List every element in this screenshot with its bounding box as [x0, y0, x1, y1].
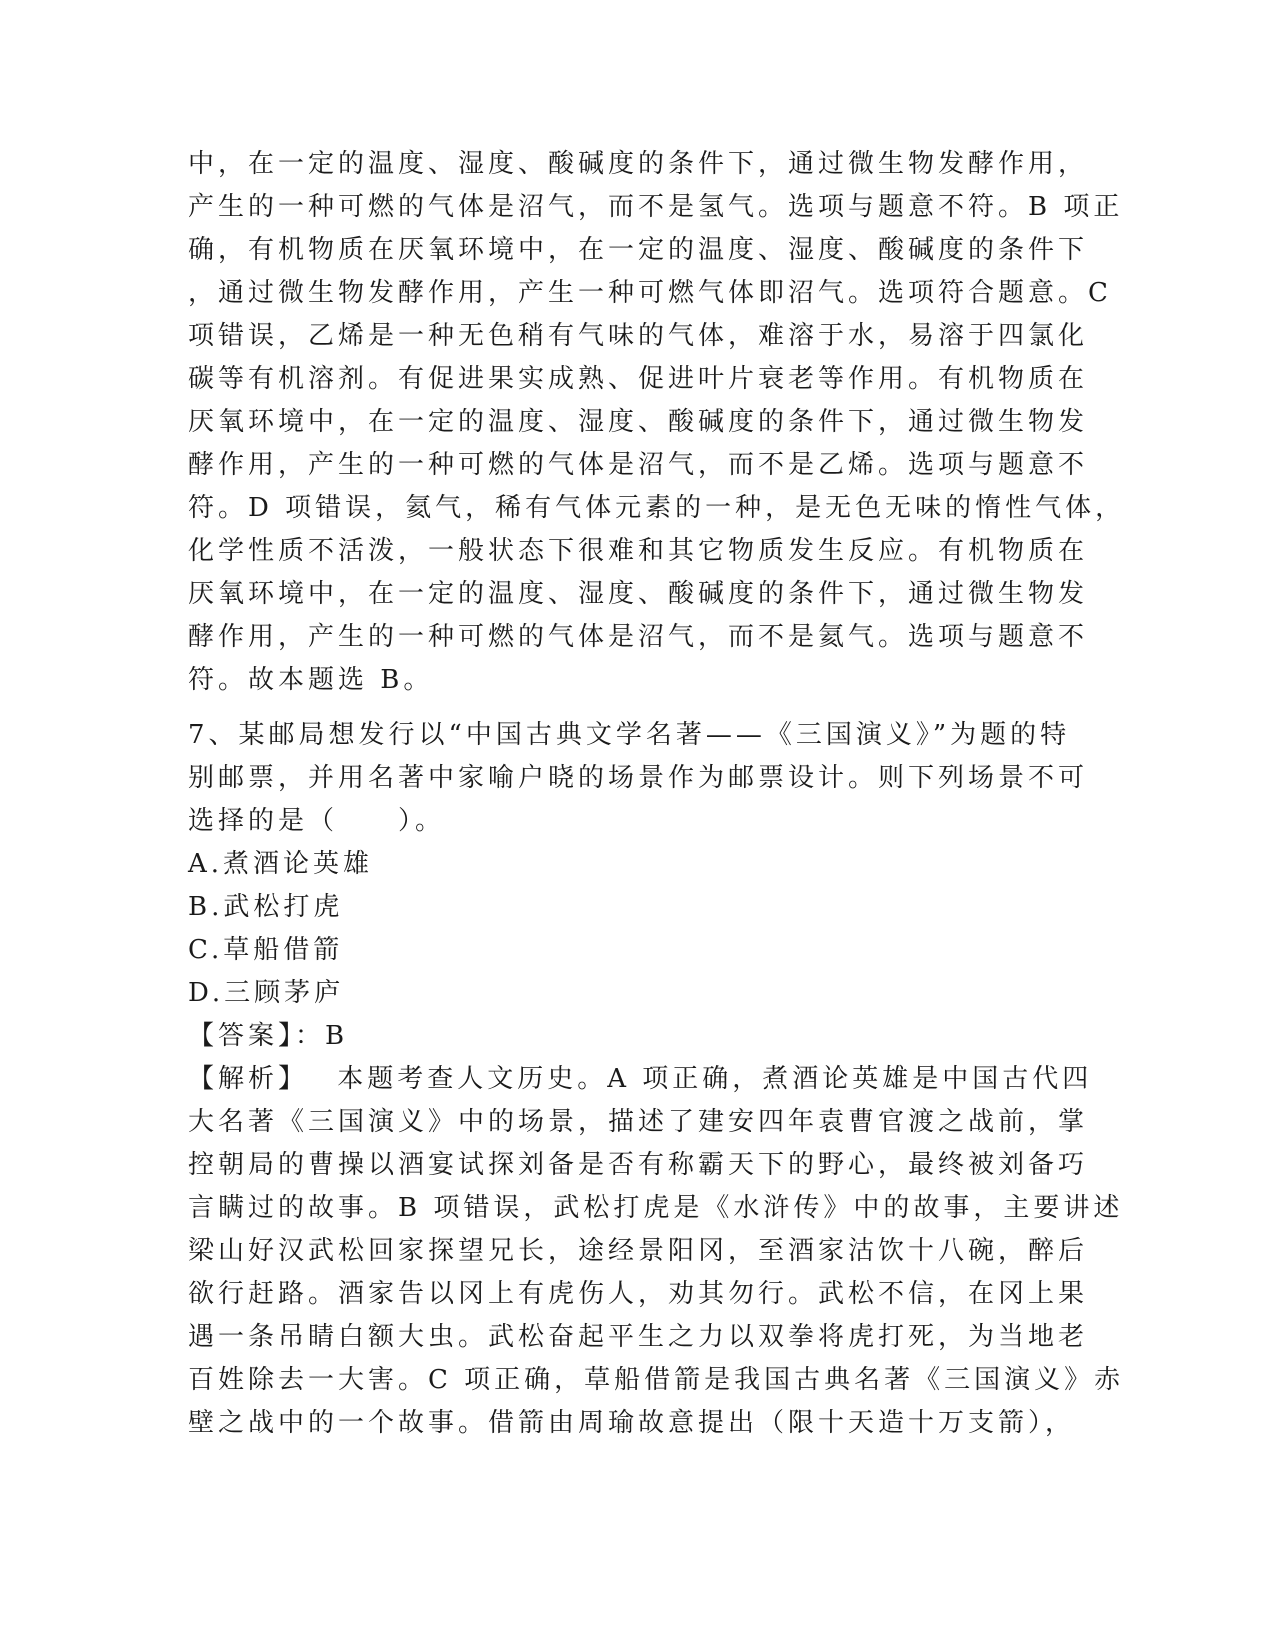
analysis-line: 欲行赶路。酒家告以冈上有虎伤人，劝其勿行。武松不信，在冈上果	[188, 1279, 1089, 1309]
text-line: 产生的一种可燃的气体是沼气，而不是氢气。选项与题意不符。B 项正	[188, 192, 1124, 222]
text-line: 符。D 项错误，氦气，稀有气体元素的一种，是无色无味的惰性气体，	[188, 493, 1126, 523]
text-line: ，通过微生物发酵作用，产生一种可燃气体即沼气。选项符合题意。C	[188, 278, 1112, 308]
text-line: 厌氧环境中，在一定的温度、湿度、酸碱度的条件下，通过微生物发	[188, 407, 1089, 437]
text-line: 中，在一定的温度、湿度、酸碱度的条件下，通过微生物发酵作用，	[188, 149, 1089, 179]
page-content	[188, 143, 1126, 1445]
option-a: A.煮酒论英雄	[188, 849, 374, 879]
text-line: 酵作用，产生的一种可燃的气体是沼气，而不是氦气。选项与题意不	[188, 622, 1089, 652]
text-line: 确，有机物质在厌氧环境中，在一定的温度、湿度、酸碱度的条件下	[188, 235, 1089, 265]
analysis-line: 大名著《三国演义》中的场景，描述了建安四年袁曹官渡之战前，掌	[188, 1107, 1089, 1137]
text-line: 厌氧环境中，在一定的温度、湿度、酸碱度的条件下，通过微生物发	[188, 579, 1089, 609]
text-line: 碳等有机溶剂。有促进果实成熟、促进叶片衰老等作用。有机物质在	[188, 364, 1089, 394]
question-7	[188, 714, 1125, 1445]
analysis-line: 壁之战中的一个故事。借箭由周瑜故意提出（限十天造十万支箭），	[188, 1408, 1076, 1438]
question-stem-line: 别邮票，并用名著中家喻户晓的场景作为邮票设计。则下列场景不可	[188, 763, 1089, 793]
text-line: 化学性质不活泼，一般状态下很难和其它物质发生反应。有机物质在	[188, 536, 1089, 566]
text-line: 项错误，乙烯是一种无色稍有气味的气体，难溶于水，易溶于四氯化	[188, 321, 1089, 351]
text-line: 酵作用，产生的一种可燃的气体是沼气，而不是乙烯。选项与题意不	[188, 450, 1089, 480]
paragraph-gap	[188, 702, 1078, 714]
analysis-line: 梁山好汉武松回家探望兄长，途经景阳冈，至酒家沽饮十八碗，醉后	[188, 1236, 1089, 1266]
question-stem-line: 选择的是（ ）。	[188, 806, 446, 836]
analysis-line: 百姓除去一大害。C 项正确，草船借箭是我国古典名著《三国演义》赤	[188, 1365, 1125, 1395]
option-d: D.三顾茅庐	[188, 978, 345, 1008]
analysis-line: 遇一条吊睛白额大虫。武松奋起平生之力以双拳将虎打死，为当地老	[188, 1322, 1089, 1352]
option-c: C.草船借箭	[188, 935, 344, 965]
text-line: 符。故本题选 B。	[188, 665, 434, 695]
analysis-line: 【解析】 本题考查人文历史。A 项正确，煮酒论英雄是中国古代四	[188, 1064, 1093, 1094]
option-b: B.武松打虎	[188, 892, 344, 922]
previous-explanation	[188, 143, 1126, 702]
analysis-line: 控朝局的曹操以酒宴试探刘备是否有称霸天下的野心，最终被刘备巧	[188, 1150, 1089, 1180]
answer-line: 【答案】：B	[188, 1021, 349, 1051]
analysis-line: 言瞒过的故事。B 项错误，武松打虎是《水浒传》中的故事，主要讲述	[188, 1193, 1124, 1223]
question-stem-line: 7、某邮局想发行以“中国古典文学名著——《三国演义》”为题的特	[188, 720, 1071, 750]
